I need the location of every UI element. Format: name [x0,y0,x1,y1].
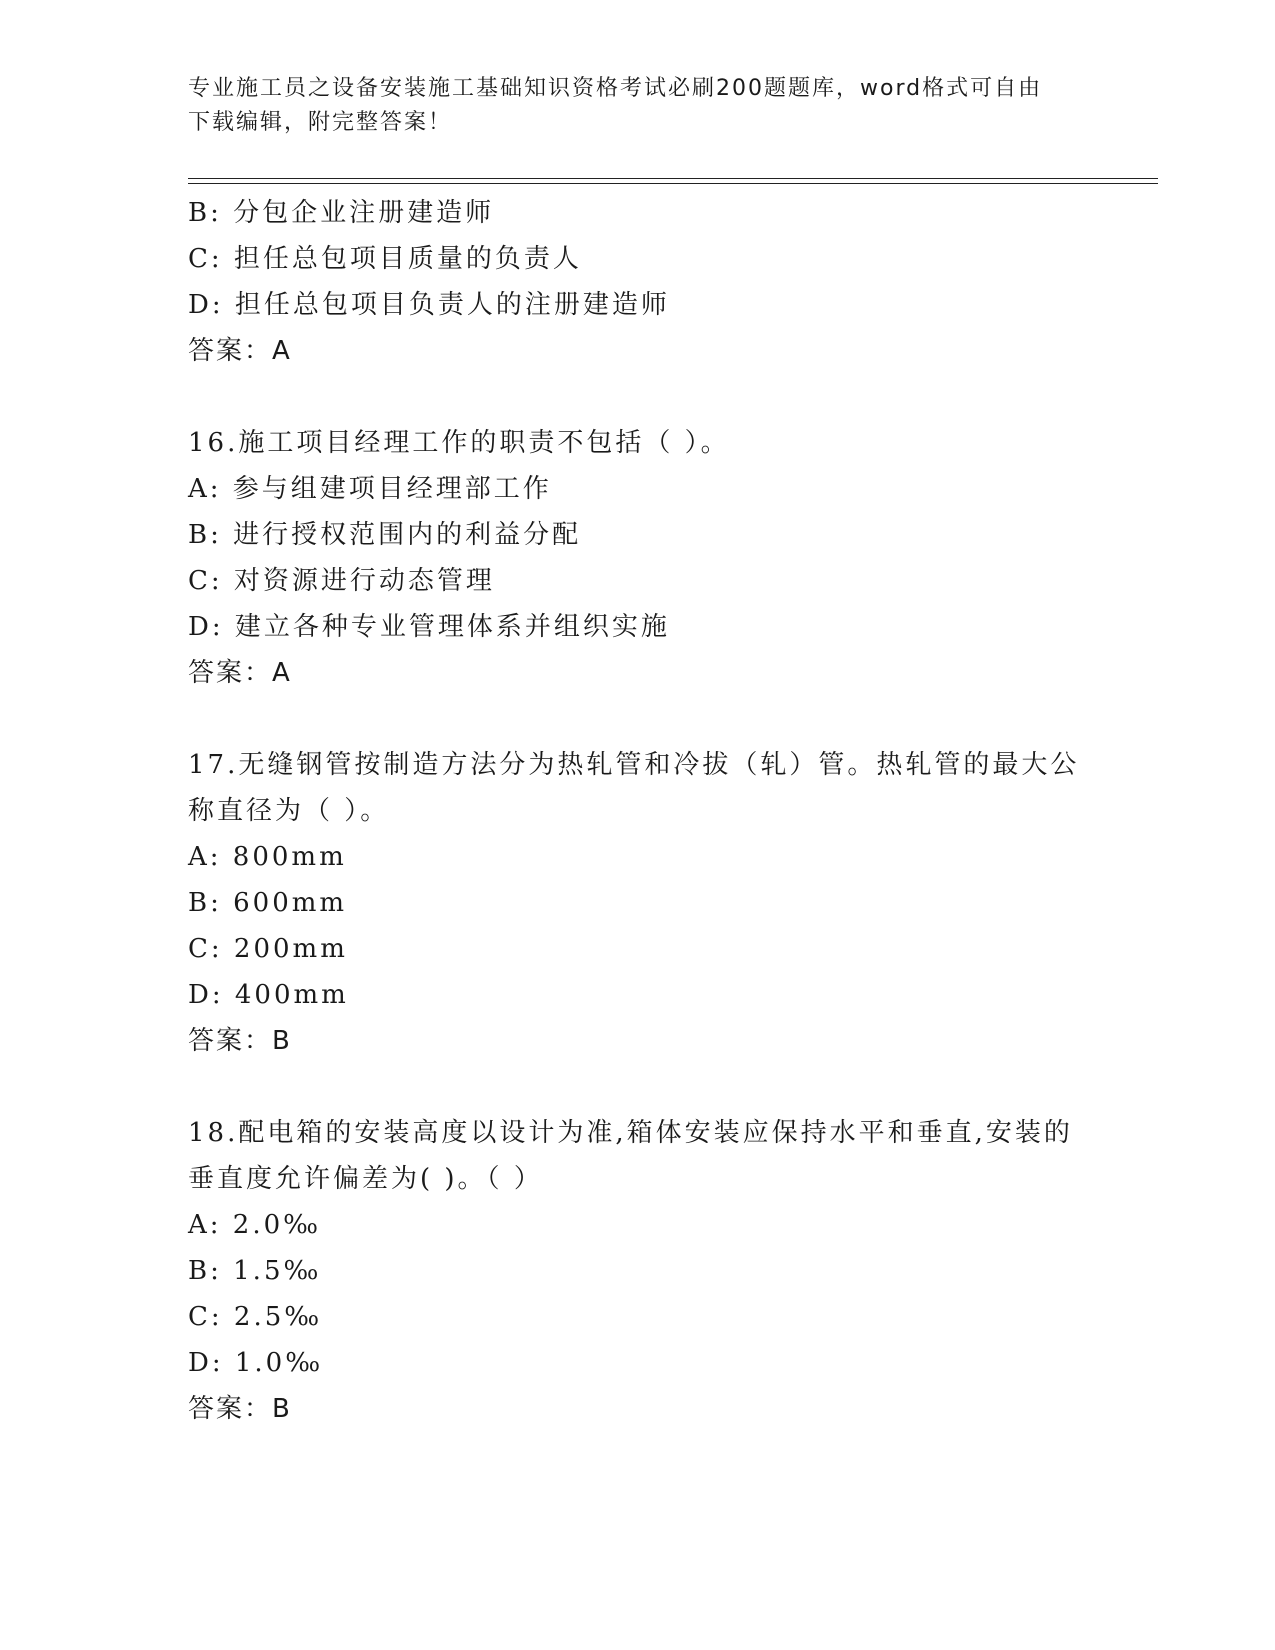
option-b: B: 600mm [188,888,348,918]
question-text-continued: 垂直度允许偏差为( )。（ ） [188,1164,543,1194]
question-18 [188,1110,1088,1432]
document-header [188,72,1088,140]
answer-line: 答案：B [188,1394,292,1424]
answer-line: 答案：A [188,336,292,366]
spacer [188,374,1088,420]
answer-line: 答案：A [188,658,292,688]
option-c: C: 担任总包项目质量的负责人 [188,244,582,274]
question-text: 17.无缝钢管按制造方法分为热轧管和冷拔（轧）管。热轧管的最大公 [188,750,1080,780]
header-rule-bottom [188,183,1158,184]
option-c: C: 对资源进行动态管理 [188,566,495,596]
question-continued [188,190,1088,374]
option-b: B: 分包企业注册建造师 [188,198,495,228]
question-text: 18.配电箱的安装高度以设计为准,箱体安装应保持水平和垂直,安装的 [188,1118,1073,1148]
header-line-2: 下载编辑，附完整答案！ [188,110,453,135]
question-text: 16.施工项目经理工作的职责不包括（ ）。 [188,428,730,458]
spacer [188,1064,1088,1110]
question-16 [188,420,1088,696]
option-d: D: 1.0‰ [188,1348,324,1378]
option-d: D: 400mm [188,980,349,1010]
header-line-1: 专业施工员之设备安装施工基础知识资格考试必刷200题题库，word格式可自由 [188,76,1043,101]
option-c: C: 200mm [188,934,348,964]
option-d: D: 担任总包项目负责人的注册建造师 [188,290,670,320]
option-a: A: 2.0‰ [188,1210,322,1240]
option-a: A: 参与组建项目经理部工作 [188,474,552,504]
option-c: C: 2.5‰ [188,1302,323,1332]
question-text-continued: 称直径为（ ）。 [188,796,390,826]
option-d: D: 建立各种专业管理体系并组织实施 [188,612,670,642]
question-17 [188,742,1088,1064]
option-a: A: 800mm [188,842,347,872]
document-body [188,190,1088,1432]
option-b: B: 1.5‰ [188,1256,322,1286]
spacer [188,696,1088,742]
answer-line: 答案：B [188,1026,292,1056]
option-b: B: 进行授权范围内的利益分配 [188,520,582,550]
header-rule-top [188,178,1158,179]
